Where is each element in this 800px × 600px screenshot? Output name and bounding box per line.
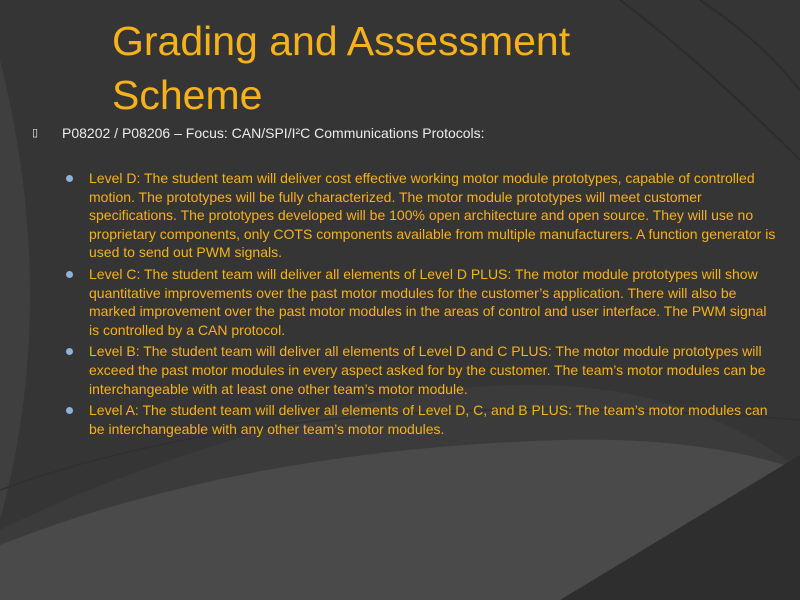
round-bullet-icon xyxy=(66,348,73,355)
list-item-level-d xyxy=(64,169,776,262)
round-bullet-icon xyxy=(66,175,73,182)
level-c-text: Level C: The student team will deliver all elements of Level D PLUS: The motor module prototypes will show quantitative improvements over the past motor modules for the customer’s application. There will also be marked improvement over the past motor modules in the areas of control and user interface. The PWM signal is controlled by a CAN protocol. xyxy=(89,265,767,338)
round-bullet-icon xyxy=(66,271,73,278)
main-bullet-text: P08202 / P08206 – Focus: CAN/SPI/I²C Communications Protocols: xyxy=(62,125,485,141)
round-bullet-icon xyxy=(66,407,73,414)
list-item-level-a xyxy=(64,401,776,438)
level-list xyxy=(64,169,776,441)
level-a-text: Level A: The student team will deliver all elements of Level D, C, and B PLUS: The team’s motor modules can be interchangeable with any other team’s motor modules. xyxy=(89,402,768,437)
level-b-text: Level B: The student team will deliver all elements of Level D and C PLUS: The motor module prototypes will exceed the past motor modules in every aspect asked for by the customer. The team’s motor modules can be interchangeable with at least one other team’s motor module. xyxy=(89,343,766,397)
slide-title: Grading and Assessment Scheme xyxy=(112,18,571,118)
level-d-text: Level D: The student team will deliver cost effective working motor module prototypes, capable of controlled motion. The prototypes will be fully characterized. The motor module prototypes will meet customer specifications. The prototypes developed will be 100% open architecture and open source. They will use no proprietary components, only COTS components available from multiple manufacturers. A function generator is used to send out PWM signals. xyxy=(89,170,776,261)
list-item-level-b xyxy=(64,342,776,398)
list-item-level-c xyxy=(64,265,776,339)
square-bullet-icon: ▯ xyxy=(32,127,39,139)
